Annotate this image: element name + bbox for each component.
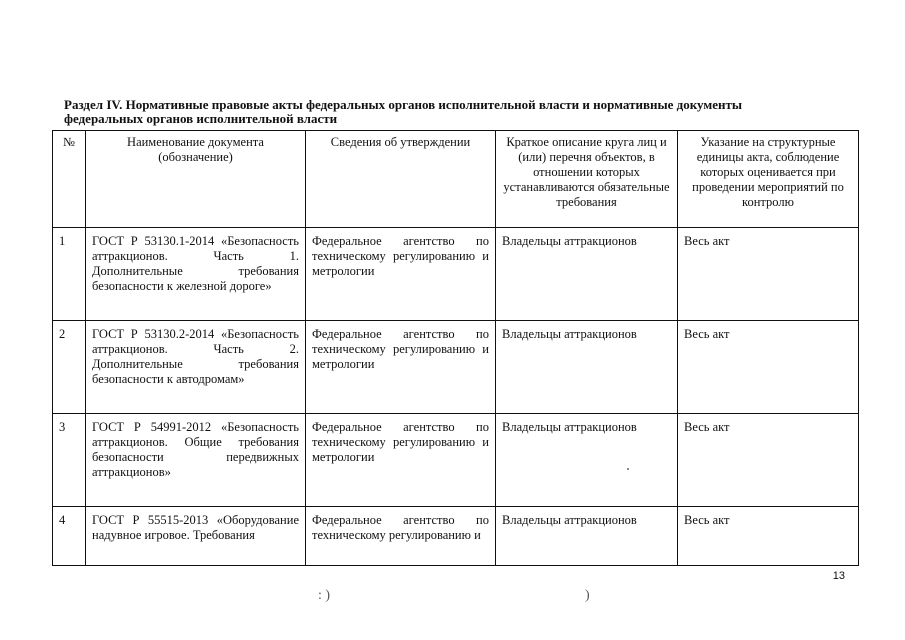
col-header-number: №	[53, 131, 86, 228]
scope-description: Владельцы аттракционов	[496, 321, 678, 414]
col-header-approval: Сведения об утверждении	[306, 131, 496, 228]
table-row	[53, 321, 859, 414]
row-number: 3	[53, 414, 86, 507]
section-heading: Раздел IV. Нормативные правовые акты федеральных органов исполнительной власти и нормативные документы федеральных органов исполнительной власти	[64, 97, 742, 126]
approval-info: Федеральное агентство по техническому регулированию и метрологии	[306, 228, 496, 321]
scan-mark: )	[585, 588, 590, 603]
document-name: ГОСТ Р 53130.1-2014 «Безопасность аттракционов. Часть 1. Дополнительные требования безопасности к железной дороге»	[86, 228, 306, 321]
structural-units: Весь акт	[678, 414, 859, 507]
table-row	[53, 507, 859, 566]
scope-description: Владельцы аттракционов	[496, 507, 678, 566]
table-header-row	[53, 131, 859, 228]
table-row	[53, 414, 859, 507]
approval-info: Федеральное агентство по техническому регулированию и метрологии	[306, 414, 496, 507]
document-name: ГОСТ Р 53130.2-2014 «Безопасность аттракционов. Часть 2. Дополнительные требования безопасности к автодромам»	[86, 321, 306, 414]
scan-mark: : )	[318, 588, 331, 603]
col-header-scope: Краткое описание круга лиц и (или) перечня объектов, в отношении которых устанавливаются обязательные требования	[496, 131, 678, 228]
approval-info: Федеральное агентство по техническому регулированию и метрологии	[306, 321, 496, 414]
col-header-units: Указание на структурные единицы акта, соблюдение которых оценивается при проведении мероприятий по контролю	[678, 131, 859, 228]
document-name: ГОСТ Р 54991-2012 «Безопасность аттракционов. Общие требования безопасности передвижных аттракционов»	[86, 414, 306, 507]
structural-units: Весь акт	[678, 507, 859, 566]
page-number: 13	[832, 570, 845, 582]
row-number: 4	[53, 507, 86, 566]
scope-description: Владельцы аттракционов	[496, 228, 678, 321]
row-number: 1	[53, 228, 86, 321]
col-header-document: Наименование документа (обозначение)	[86, 131, 306, 228]
approval-info: Федеральное агентство по техническому регулированию и	[306, 507, 496, 566]
regulations-table	[52, 130, 859, 566]
scan-speck	[627, 468, 629, 470]
scope-description: Владельцы аттракционов	[496, 414, 678, 507]
document-name: ГОСТ Р 55515-2013 «Оборудование надувное игровое. Требования	[86, 507, 306, 566]
row-number: 2	[53, 321, 86, 414]
table-row	[53, 228, 859, 321]
structural-units: Весь акт	[678, 228, 859, 321]
structural-units: Весь акт	[678, 321, 859, 414]
